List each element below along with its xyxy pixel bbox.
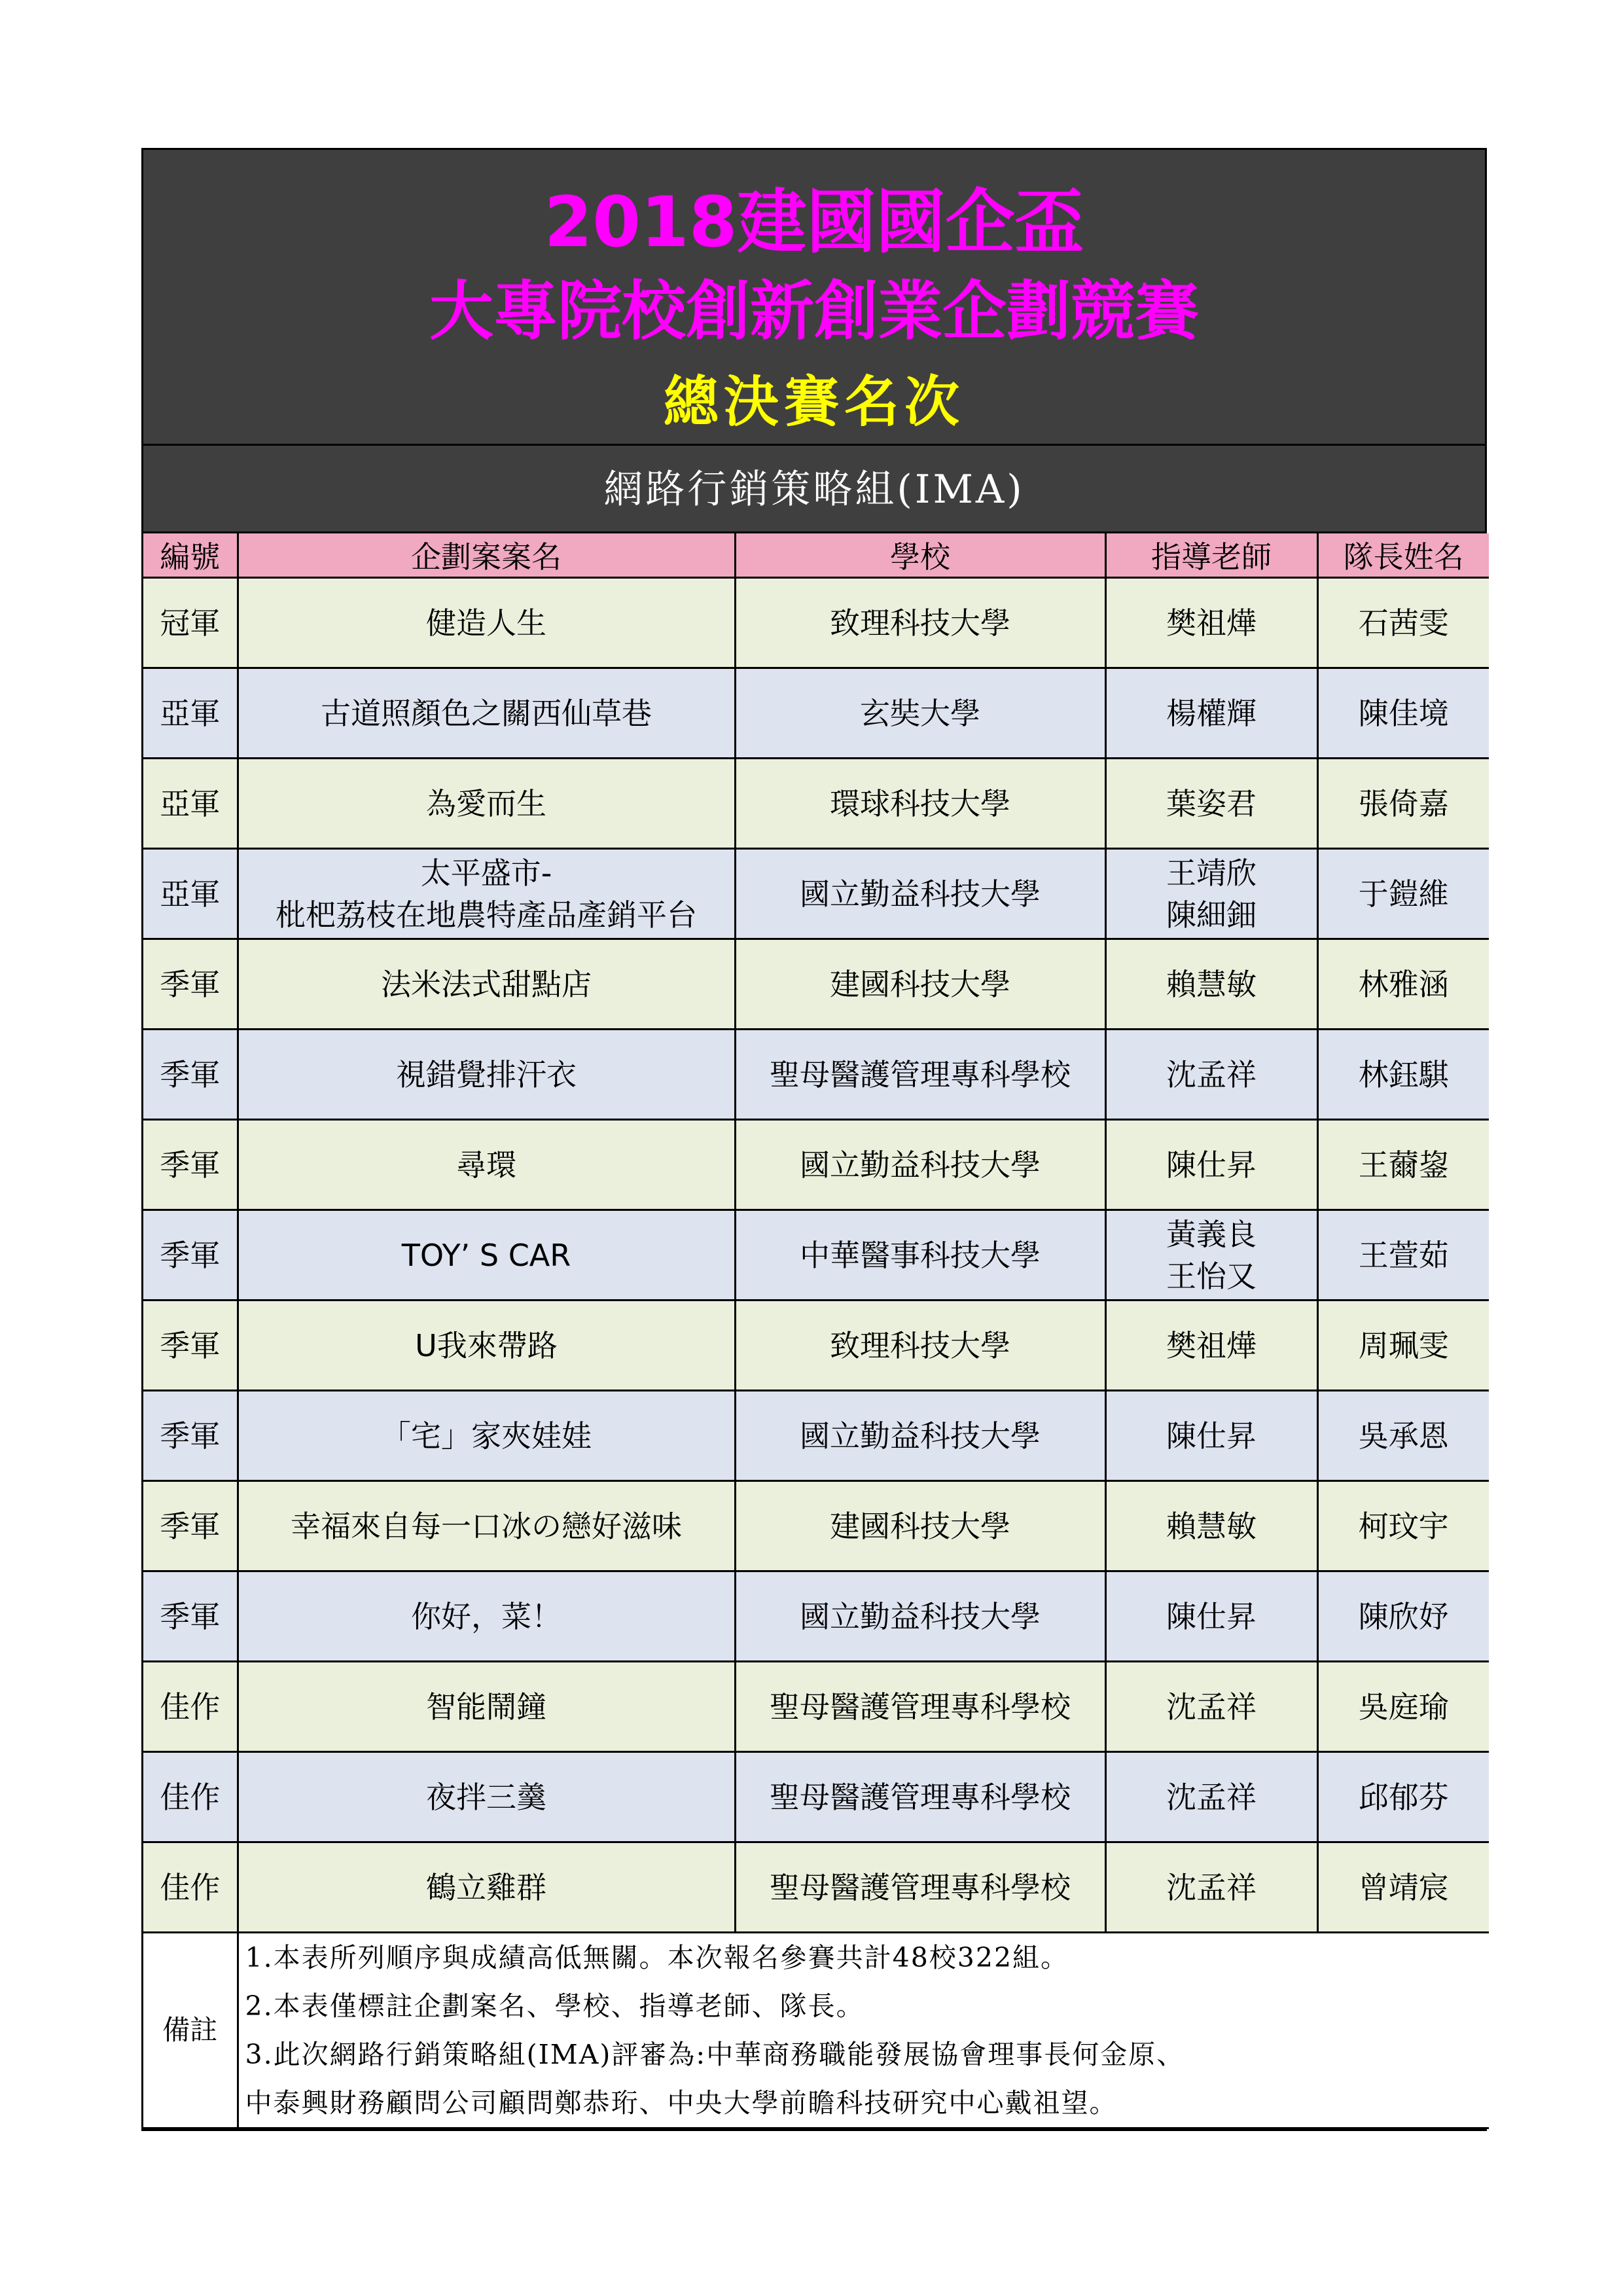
cell-captain: 石茜雯 — [1317, 578, 1489, 668]
cell-project: 尋環 — [238, 1120, 735, 1210]
notes-row — [143, 1933, 1489, 2128]
cell-advisor: 沈孟祥 — [1105, 1030, 1317, 1120]
cell-advisor: 黃義良 王怡又 — [1105, 1210, 1317, 1300]
competition-title-line1: 2018建國國企盃 — [544, 182, 1084, 262]
cell-rank: 亞軍 — [143, 668, 238, 759]
cell-rank: 佳作 — [143, 1752, 238, 1842]
cell-school: 國立勤益科技大學 — [735, 1120, 1105, 1210]
cell-project: 幸福來自每一口冰の戀好滋味 — [238, 1481, 735, 1571]
table-row — [143, 668, 1489, 759]
table-row — [143, 1210, 1489, 1300]
cell-rank: 季軍 — [143, 1120, 238, 1210]
results-sheet — [141, 148, 1487, 2131]
cell-rank: 季軍 — [143, 1030, 238, 1120]
header-project: 企劃案案名 — [238, 533, 735, 578]
cell-rank: 佳作 — [143, 1842, 238, 1933]
cell-captain: 柯玟宇 — [1317, 1481, 1489, 1571]
cell-rank: 季軍 — [143, 1210, 238, 1300]
cell-school: 國立勤益科技大學 — [735, 1571, 1105, 1662]
header-row — [143, 533, 1489, 578]
cell-school: 聖母醫護管理專科學校 — [735, 1030, 1105, 1120]
competition-title-line2: 大專院校創新創業企劃競賽 — [429, 274, 1199, 349]
cell-advisor: 王靖欣 陳細鈿 — [1105, 849, 1317, 939]
table-row — [143, 1120, 1489, 1210]
cell-rank: 季軍 — [143, 939, 238, 1030]
cell-advisor: 樊祖燁 — [1105, 1300, 1317, 1391]
table-row — [143, 1752, 1489, 1842]
cell-captain: 周珮雯 — [1317, 1300, 1489, 1391]
cell-advisor: 沈孟祥 — [1105, 1662, 1317, 1752]
cell-captain: 曾靖宸 — [1317, 1842, 1489, 1933]
cell-school: 聖母醫護管理專科學校 — [735, 1662, 1105, 1752]
cell-project: 太平盛市- 枇杷荔枝在地農特產品產銷平台 — [238, 849, 735, 939]
cell-school: 聖母醫護管理專科學校 — [735, 1752, 1105, 1842]
table-row — [143, 1030, 1489, 1120]
cell-project: 為愛而生 — [238, 759, 735, 849]
cell-school: 致理科技大學 — [735, 1300, 1105, 1391]
cell-school: 中華醫事科技大學 — [735, 1210, 1105, 1300]
results-table — [143, 533, 1489, 2129]
table-row — [143, 1300, 1489, 1391]
cell-rank: 季軍 — [143, 1391, 238, 1481]
cell-rank: 佳作 — [143, 1662, 238, 1752]
header-school: 學校 — [735, 533, 1105, 578]
cell-advisor: 陳仕昇 — [1105, 1571, 1317, 1662]
cell-school: 國立勤益科技大學 — [735, 849, 1105, 939]
group-bar — [143, 446, 1485, 533]
group-title: 網路行銷策略組(IMA) — [603, 467, 1025, 512]
cell-captain: 吳承恩 — [1317, 1391, 1489, 1481]
cell-project: TOY’ S CAR — [238, 1210, 735, 1300]
table-row — [143, 939, 1489, 1030]
notes-label: 備註 — [143, 1933, 238, 2128]
cell-advisor: 賴慧敏 — [1105, 939, 1317, 1030]
cell-school: 國立勤益科技大學 — [735, 1391, 1105, 1481]
final-rankings-heading: 總決賽名次 — [663, 369, 965, 434]
cell-advisor: 葉姿君 — [1105, 759, 1317, 849]
cell-rank: 季軍 — [143, 1300, 238, 1391]
cell-project: 古道照顏色之關西仙草巷 — [238, 668, 735, 759]
cell-project: 視錯覺排汗衣 — [238, 1030, 735, 1120]
cell-rank: 季軍 — [143, 1571, 238, 1662]
cell-school: 聖母醫護管理專科學校 — [735, 1842, 1105, 1933]
note-line: 3.此次網路行銷策略組(IMA)評審為:中華商務職能發展協會理事長何金原、 — [245, 2039, 1185, 2070]
table-row — [143, 578, 1489, 668]
cell-project: 法米法式甜點店 — [238, 939, 735, 1030]
cell-project: 夜拌三羹 — [238, 1752, 735, 1842]
cell-advisor: 楊權輝 — [1105, 668, 1317, 759]
cell-rank: 季軍 — [143, 1481, 238, 1571]
cell-school: 建國科技大學 — [735, 1481, 1105, 1571]
cell-captain: 吳庭瑜 — [1317, 1662, 1489, 1752]
table-row — [143, 759, 1489, 849]
cell-rank: 亞軍 — [143, 759, 238, 849]
cell-project: 你好，菜！ — [238, 1571, 735, 1662]
cell-project: 智能鬧鐘 — [238, 1662, 735, 1752]
cell-rank: 冠軍 — [143, 578, 238, 668]
note-line: 2.本表僅標註企劃案名、學校、指導老師、隊長。 — [245, 1990, 865, 2022]
cell-captain: 邱郁芬 — [1317, 1752, 1489, 1842]
cell-advisor: 沈孟祥 — [1105, 1752, 1317, 1842]
table-row — [143, 1662, 1489, 1752]
cell-project: 「宅」家夾娃娃 — [238, 1391, 735, 1481]
cell-captain: 陳佳境 — [1317, 668, 1489, 759]
header-captain: 隊長姓名 — [1317, 533, 1489, 578]
table-row — [143, 1842, 1489, 1933]
cell-captain: 張倚嘉 — [1317, 759, 1489, 849]
note-line: 1.本表所列順序與成績高低無關。本次報名參賽共計48校322組。 — [245, 1942, 1069, 1973]
header-rank: 編號 — [143, 533, 238, 578]
cell-captain: 王薾鋆 — [1317, 1120, 1489, 1210]
cell-advisor: 沈孟祥 — [1105, 1842, 1317, 1933]
table-row — [143, 1571, 1489, 1662]
cell-school: 玄奘大學 — [735, 668, 1105, 759]
cell-captain: 陳欣妤 — [1317, 1571, 1489, 1662]
cell-school: 建國科技大學 — [735, 939, 1105, 1030]
notes-content — [238, 1933, 1489, 2128]
results-body — [143, 578, 1489, 2128]
table-row — [143, 1391, 1489, 1481]
cell-project: 鶴立雞群 — [238, 1842, 735, 1933]
note-line: 中泰興財務顧問公司顧問鄭恭珩、中央大學前瞻科技研究中心戴祖望。 — [245, 2087, 1118, 2119]
cell-captain: 王萱茹 — [1317, 1210, 1489, 1300]
cell-advisor: 樊祖燁 — [1105, 578, 1317, 668]
cell-advisor: 陳仕昇 — [1105, 1391, 1317, 1481]
cell-advisor: 賴慧敏 — [1105, 1481, 1317, 1571]
cell-advisor: 陳仕昇 — [1105, 1120, 1317, 1210]
header-advisor: 指導老師 — [1105, 533, 1317, 578]
cell-captain: 于鎧維 — [1317, 849, 1489, 939]
table-row — [143, 849, 1489, 939]
cell-project: 健造人生 — [238, 578, 735, 668]
title-banner — [143, 150, 1485, 446]
cell-project: U我來帶路 — [238, 1300, 735, 1391]
cell-rank: 亞軍 — [143, 849, 238, 939]
cell-school: 環球科技大學 — [735, 759, 1105, 849]
cell-school: 致理科技大學 — [735, 578, 1105, 668]
cell-captain: 林雅涵 — [1317, 939, 1489, 1030]
table-row — [143, 1481, 1489, 1571]
cell-captain: 林鈺騏 — [1317, 1030, 1489, 1120]
